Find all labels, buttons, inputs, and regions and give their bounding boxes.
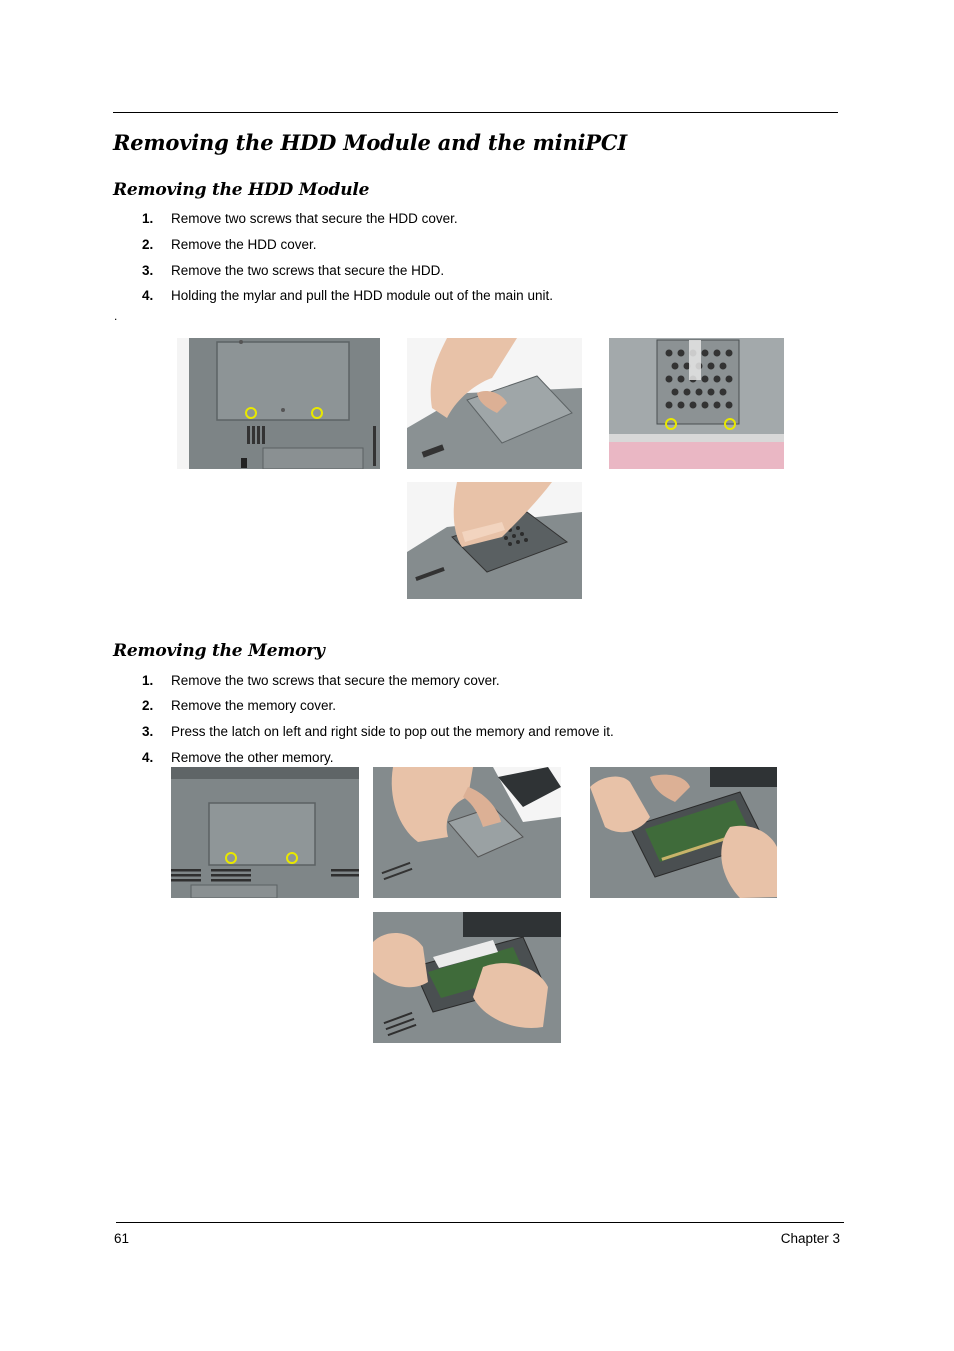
hdd-step-4: [142, 288, 553, 303]
memory-section-heading: Removing the Memory: [113, 641, 325, 661]
step-text: Remove the HDD cover.: [171, 237, 317, 252]
hdd-step-1: [142, 211, 458, 226]
hdd-screws-photo: [609, 338, 784, 469]
step-text: Remove two screws that secure the HDD cover.: [171, 211, 458, 226]
step-text: Remove the memory cover.: [171, 698, 337, 713]
step-number: 2.: [142, 237, 154, 252]
step-number: 4.: [142, 288, 154, 303]
memory-step-4: [142, 750, 334, 765]
chapter-label: Chapter 3: [780, 1231, 840, 1246]
step-number: 3.: [142, 724, 154, 739]
memory-cover-screws-photo: [171, 767, 359, 898]
memory-step-1: [142, 673, 500, 688]
hdd-section-heading: Removing the HDD Module: [113, 180, 370, 200]
step-text: Holding the mylar and pull the HDD module out of the main unit.: [171, 288, 553, 303]
header-rule: [113, 112, 838, 113]
step-text: Remove the two screws that secure the HDD.: [171, 263, 445, 278]
memory-step-3: [142, 724, 614, 739]
step-text: Remove the other memory.: [171, 750, 334, 765]
hdd-step-2: [142, 237, 317, 252]
memory-step-2: [142, 698, 336, 713]
memory-removal-photo: [373, 912, 561, 1043]
step-number: 4.: [142, 750, 154, 765]
hdd-cover-removal-photo: [407, 338, 582, 469]
hdd-step-3: [142, 263, 444, 278]
step-text: Remove the two screws that secure the memory cover.: [171, 673, 500, 688]
page-number: 61: [114, 1231, 130, 1246]
page-title: Removing the HDD Module and the miniPCI: [113, 130, 628, 155]
footer-rule: [116, 1222, 844, 1223]
step-number: 1.: [142, 673, 154, 688]
step-number: 1.: [142, 211, 154, 226]
hdd-module-pull-photo: [407, 482, 582, 599]
memory-latch-press-photo: [590, 767, 777, 898]
stray-period: .: [114, 309, 118, 323]
step-number: 2.: [142, 698, 154, 713]
memory-cover-removal-photo: [373, 767, 561, 898]
step-number: 3.: [142, 263, 154, 278]
step-text: Press the latch on left and right side to pop out the memory and remove it.: [171, 724, 614, 739]
hdd-cover-screws-photo: [177, 338, 380, 469]
